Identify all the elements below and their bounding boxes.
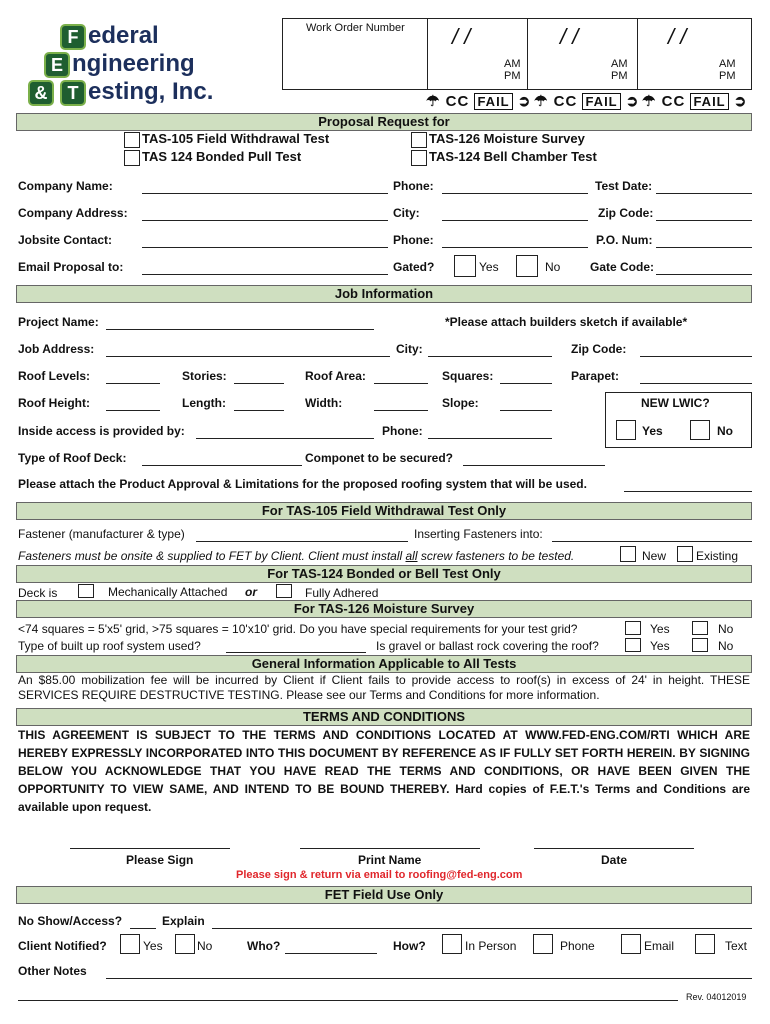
company-name-label: Company Name: xyxy=(18,179,113,193)
fastener-existing-checkbox[interactable] xyxy=(677,546,693,562)
tas126-checkbox[interactable] xyxy=(411,132,427,148)
wo-divider xyxy=(637,18,638,90)
parapet-label: Parapet: xyxy=(571,369,620,383)
status-icons-2 xyxy=(534,92,639,110)
logo-letter-t: T xyxy=(60,80,86,106)
notified-yes-checkbox[interactable] xyxy=(120,934,140,954)
gravel-no-checkbox[interactable] xyxy=(692,638,708,652)
tas105-band: For TAS-105 Field Withdrawal Test Only xyxy=(16,502,752,520)
rain-cc-icon[interactable]: ☂ CC xyxy=(426,93,470,110)
phone-field[interactable] xyxy=(442,193,588,194)
fully-adhered-label: Fully Adhered xyxy=(305,586,379,600)
work-order-label: Work Order Number xyxy=(306,22,405,34)
return-note: Please sign & return via email to roofing@fed-eng.com xyxy=(236,869,523,881)
bur-type-field[interactable] xyxy=(226,652,366,653)
job-city-field[interactable] xyxy=(428,356,552,357)
job-info-band: Job Information xyxy=(16,285,752,303)
job-address-field[interactable] xyxy=(106,356,390,357)
fail-icon[interactable]: FAIL xyxy=(474,93,512,110)
or-label: or xyxy=(245,585,257,599)
fastener-existing-label: Existing xyxy=(696,549,739,563)
inserting-label: Inserting Fasteners into: xyxy=(414,527,543,541)
status-icons-1 xyxy=(426,92,531,110)
zip-label: Zip Code: xyxy=(598,206,654,220)
sketch-note: *Please attach builders sketch if available* xyxy=(445,315,688,329)
bur-type-label: Type of built up roof system used? xyxy=(18,639,201,653)
who-label: Who? xyxy=(247,939,281,953)
fully-adhered-checkbox[interactable] xyxy=(276,584,292,598)
no-show-field[interactable] xyxy=(130,928,156,929)
explain-label: Explain xyxy=(162,914,205,928)
lwic-no-label: No xyxy=(717,424,733,438)
grid-yes-checkbox[interactable] xyxy=(625,621,641,635)
inside-access-field[interactable] xyxy=(196,438,374,439)
length-label: Length: xyxy=(182,396,226,410)
gravel-yes-label: Yes xyxy=(650,639,670,653)
gated-yes-label: Yes xyxy=(479,260,499,274)
grid-yes-label: Yes xyxy=(650,622,670,636)
how-label: How? xyxy=(393,939,426,953)
how-in-person-checkbox[interactable] xyxy=(442,934,462,954)
terms-text: THIS AGREEMENT IS SUBJECT TO THE TERMS AND CONDITIONS LOCATED AT WWW.FED-ENG.COM/RTI WHICH ARE HEREBY EXPRESSLY INCORPORATED INTO THIS DOCUMENT BY REFERENCE AS IF FULLY SET FORTH HEREIN. BY SIGNING BELOW YOU ACKNOWLEDGE THAT YOU HAVE READ THE TERMS AND CONDITIONS, OR HAVE BEEN GIVEN THE OPPORTUNITY TO VIEW SAME, AND INTEND TO BE BOUND THEREBY. Hard copies of F.E.T.'s Terms and Conditions are available upon request. xyxy=(18,728,750,814)
tas105-checkbox[interactable] xyxy=(124,132,140,148)
company-address-label: Company Address: xyxy=(18,206,128,220)
jobsite-contact-label: Jobsite Contact: xyxy=(18,233,113,247)
how-text-checkbox[interactable] xyxy=(695,934,715,954)
squares-field[interactable] xyxy=(500,383,552,384)
logo-word-testing: esting, Inc. xyxy=(88,78,214,105)
how-text-label: Text xyxy=(725,939,748,953)
company-name-field[interactable] xyxy=(142,193,388,194)
project-name-label: Project Name: xyxy=(18,315,99,329)
am-label-1: AM xyxy=(504,58,521,70)
gated-no-checkbox[interactable] xyxy=(516,255,538,277)
wo-divider xyxy=(527,18,528,90)
gated-yes-checkbox[interactable] xyxy=(454,255,476,277)
roof-levels-field[interactable] xyxy=(106,383,160,384)
roof-area-label: Roof Area: xyxy=(305,369,366,383)
attach-note: Please attach the Product Approval & Limitations for the proposed roofing system that will be used. xyxy=(18,477,587,491)
fastener-new-checkbox[interactable] xyxy=(620,546,636,562)
tas124-band: For TAS-124 Bonded or Bell Test Only xyxy=(16,565,752,583)
gravel-yes-checkbox[interactable] xyxy=(625,638,641,652)
arrow-circle-icon[interactable]: ➲ xyxy=(733,93,748,110)
new-lwic-label: NEW LWIC? xyxy=(641,396,710,410)
city-label: City: xyxy=(393,206,420,220)
date-line[interactable] xyxy=(534,848,694,849)
stories-field[interactable] xyxy=(234,383,284,384)
print-name-line[interactable] xyxy=(300,848,480,849)
tas124-pull-checkbox[interactable] xyxy=(124,150,140,166)
tas124-pull-label: TAS 124 Bonded Pull Test xyxy=(142,149,302,164)
gated-label: Gated? xyxy=(393,260,435,274)
no-show-label: No Show/Access? xyxy=(18,914,123,928)
gate-code-label: Gate Code: xyxy=(590,260,655,274)
tas126-band: For TAS-126 Moisture Survey xyxy=(16,600,752,618)
arrow-circle-icon[interactable]: ➲ xyxy=(625,93,640,110)
squares-label: Squares: xyxy=(442,369,494,383)
arrow-circle-icon[interactable]: ➲ xyxy=(517,93,532,110)
job-address-label: Job Address: xyxy=(18,342,95,356)
logo-letter-f: F xyxy=(60,24,86,50)
explain-field[interactable] xyxy=(212,928,752,929)
pm-label-1: PM xyxy=(504,70,521,82)
rain-cc-icon[interactable]: ☂ CC xyxy=(534,93,578,110)
slope-label: Slope: xyxy=(442,396,479,410)
date-slash-1: / / xyxy=(452,24,471,49)
mech-attached-label: Mechanically Attached xyxy=(108,585,228,599)
jobsite-contact-field[interactable] xyxy=(142,247,388,248)
client-notified-label: Client Notified? xyxy=(18,939,107,953)
roof-height-label: Roof Height: xyxy=(18,396,90,410)
roof-area-field[interactable] xyxy=(374,383,428,384)
lwic-yes-checkbox[interactable] xyxy=(616,420,636,440)
am-label-2: AM xyxy=(611,58,628,70)
parapet-field[interactable] xyxy=(640,383,752,384)
phone2-label: Phone: xyxy=(393,233,434,247)
how-in-person-label: In Person xyxy=(465,939,517,953)
lwic-no-checkbox[interactable] xyxy=(690,420,710,440)
grid-no-checkbox[interactable] xyxy=(692,621,708,635)
pm-label-2: PM xyxy=(611,70,628,82)
deck-is-label: Deck is xyxy=(18,586,58,600)
roof-height-field[interactable] xyxy=(106,410,160,411)
notified-no-checkbox[interactable] xyxy=(175,934,195,954)
tas124-bell-label: TAS-124 Bell Chamber Test xyxy=(429,149,597,164)
status-icons-3 xyxy=(642,92,747,110)
gravel-question: Is gravel or ballast rock covering the roof? xyxy=(376,639,599,653)
fail-icon[interactable]: FAIL xyxy=(690,93,728,110)
logo-word-engineering: ngineering xyxy=(72,50,195,77)
revision-label: Rev. 04012019 xyxy=(686,992,747,1002)
how-phone-checkbox[interactable] xyxy=(533,934,553,954)
how-email-checkbox[interactable] xyxy=(621,934,641,954)
fastener-field[interactable] xyxy=(196,541,408,542)
terms-band: TERMS AND CONDITIONS xyxy=(16,708,752,726)
fail-icon[interactable]: FAIL xyxy=(582,93,620,110)
tas124-bell-checkbox[interactable] xyxy=(411,150,427,166)
who-field[interactable] xyxy=(285,953,377,954)
logo-letter-amp: & xyxy=(28,80,54,106)
date-label: Date xyxy=(601,853,628,867)
test-date-label: Test Date: xyxy=(595,179,653,193)
company-address-field[interactable] xyxy=(142,220,388,221)
fastener-new-label: New xyxy=(642,549,667,563)
am-label-3: AM xyxy=(719,58,736,70)
inside-phone-label: Phone: xyxy=(382,424,423,438)
component-field[interactable] xyxy=(463,465,605,466)
width-field[interactable] xyxy=(374,410,428,411)
how-phone-label: Phone xyxy=(560,939,595,953)
width-label: Width: xyxy=(305,396,343,410)
general-text: An $85.00 mobilization fee will be incurred by Client if Client fails to provide access to roof(s) in excess of 24' in height. THESE SERVICES REQUIRE DESTRUCTIVE TESTING. Please see our Terms and Conditions for more information. xyxy=(18,673,750,702)
component-label: Componet to be secured? xyxy=(305,451,454,465)
roof-deck-label: Type of Roof Deck: xyxy=(18,451,127,465)
tas126-label: TAS-126 Moisture Survey xyxy=(429,131,585,146)
other-notes-field[interactable] xyxy=(106,978,752,979)
slope-field[interactable] xyxy=(500,410,552,411)
fastener-note-pre: Fasteners must be onsite & supplied to FET by Client. Client must install xyxy=(18,549,406,563)
gate-code-field[interactable] xyxy=(656,274,752,275)
roof-levels-label: Roof Levels: xyxy=(18,369,91,383)
job-zip-label: Zip Code: xyxy=(571,342,627,356)
project-name-field[interactable] xyxy=(106,329,374,330)
stories-label: Stories: xyxy=(182,369,227,383)
signature-line[interactable] xyxy=(70,848,230,849)
other-notes-field-2[interactable] xyxy=(18,1000,678,1001)
zip-field[interactable] xyxy=(656,220,752,221)
fastener-label: Fastener (manufacturer & type) xyxy=(18,527,185,541)
phone-label: Phone: xyxy=(393,179,434,193)
lwic-yes-label: Yes xyxy=(642,424,663,438)
field-use-band: FET Field Use Only xyxy=(16,886,752,904)
print-name-label: Print Name xyxy=(358,853,422,867)
logo-word-federal: ederal xyxy=(88,22,159,49)
attach-field[interactable] xyxy=(624,491,752,492)
inserting-field[interactable] xyxy=(552,541,752,542)
proposal-band: Proposal Request for xyxy=(16,113,752,131)
rain-cc-icon[interactable]: ☂ CC xyxy=(642,93,686,110)
notified-no-label: No xyxy=(197,939,213,953)
roof-deck-field[interactable] xyxy=(142,465,302,466)
other-notes-label: Other Notes xyxy=(18,964,87,978)
po-num-label: P.O. Num: xyxy=(596,233,653,247)
logo-letter-e: E xyxy=(44,52,70,78)
po-num-field[interactable] xyxy=(656,247,752,248)
fastener-note-all: all xyxy=(405,549,418,563)
mech-attached-checkbox[interactable] xyxy=(78,584,94,598)
notified-yes-label: Yes xyxy=(143,939,163,953)
grid-question: <74 squares = 5'x5' grid, >75 squares = 10'x10' grid. Do you have special requirements for your test grid? xyxy=(18,622,578,636)
inside-access-label: Inside access is provided by: xyxy=(18,424,185,438)
grid-no-label: No xyxy=(718,622,734,636)
fastener-note xyxy=(18,549,574,563)
please-sign-label: Please Sign xyxy=(126,853,194,867)
email-proposal-label: Email Proposal to: xyxy=(18,260,124,274)
date-slash-3: / / xyxy=(668,24,687,49)
inside-phone-field[interactable] xyxy=(428,438,552,439)
job-city-label: City: xyxy=(396,342,423,356)
how-email-label: Email xyxy=(644,939,675,953)
fastener-note-post: screw fasteners to be tested. xyxy=(417,549,575,563)
job-zip-field[interactable] xyxy=(640,356,752,357)
test-date-field[interactable] xyxy=(656,193,752,194)
email-proposal-field[interactable] xyxy=(142,274,388,275)
tas105-label: TAS-105 Field Withdrawal Test xyxy=(142,131,330,146)
phone2-field[interactable] xyxy=(442,247,588,248)
gated-no-label: No xyxy=(545,260,561,274)
general-band: General Information Applicable to All Tests xyxy=(16,655,752,673)
pm-label-3: PM xyxy=(719,70,736,82)
gravel-no-label: No xyxy=(718,639,734,653)
date-slash-2: / / xyxy=(560,24,579,49)
city-field[interactable] xyxy=(442,220,588,221)
length-field[interactable] xyxy=(234,410,284,411)
